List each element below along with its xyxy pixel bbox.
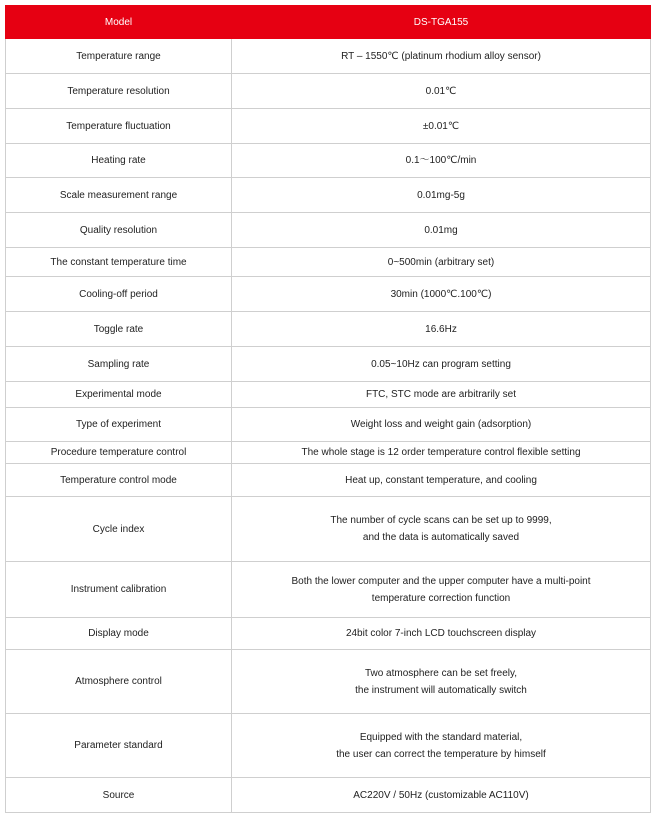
spec-label: Scale measurement range xyxy=(6,178,232,213)
table-header-row xyxy=(6,6,651,39)
spec-value xyxy=(232,618,651,650)
table-row xyxy=(6,382,651,408)
spec-label: Temperature fluctuation xyxy=(6,109,232,144)
spec-value-line: 0.1～100℃/min xyxy=(405,155,477,166)
table-row xyxy=(6,347,651,382)
table-row xyxy=(6,109,651,144)
spec-label: Display mode xyxy=(6,618,232,650)
spec-value xyxy=(232,464,651,497)
spec-value xyxy=(232,497,651,562)
spec-value-line: Heat up, constant temperature, and cooling xyxy=(345,474,537,486)
spec-label: Source xyxy=(6,778,232,813)
spec-value-line: and the data is automatically saved xyxy=(362,532,520,543)
spec-label: Experimental mode xyxy=(6,382,232,408)
spec-label: Toggle rate xyxy=(6,312,232,347)
spec-value-line: the instrument will automatically switch xyxy=(355,684,527,696)
table-row xyxy=(6,248,651,277)
spec-label: Sampling rate xyxy=(6,347,232,382)
spec-value-line: 0.01℃ xyxy=(425,85,457,97)
spec-value xyxy=(232,74,651,109)
spec-value-line: 30min (1000℃.100℃) xyxy=(390,288,492,300)
spec-label: Parameter standard xyxy=(6,714,232,778)
spec-value xyxy=(232,562,651,618)
spec-value xyxy=(232,714,651,778)
spec-value xyxy=(232,650,651,714)
spec-label: Instrument calibration xyxy=(6,562,232,618)
table-body xyxy=(6,39,651,813)
spec-value-line: 0.05~10Hz can program setting xyxy=(371,358,511,370)
header-model-label: Model xyxy=(6,6,232,39)
spec-value-line: 0.01mg-5g xyxy=(417,189,465,201)
spec-label: Cooling-off period xyxy=(6,277,232,312)
table-row xyxy=(6,442,651,464)
spec-value xyxy=(232,408,651,442)
spec-value-line: Equipped with the standard material, xyxy=(359,731,523,743)
spec-value-line: temperature correction function xyxy=(371,592,511,604)
spec-table-container xyxy=(5,5,650,813)
spec-value-line: Both the lower computer and the upper computer have a multi-point xyxy=(291,575,591,587)
spec-value xyxy=(232,442,651,464)
table-row xyxy=(6,178,651,213)
table-row xyxy=(6,778,651,813)
table-row xyxy=(6,277,651,312)
spec-value xyxy=(232,277,651,312)
spec-value-line: Two atmosphere can be set freely, xyxy=(364,667,518,679)
spec-label: The constant temperature time xyxy=(6,248,232,277)
spec-label: Atmosphere control xyxy=(6,650,232,714)
table-row xyxy=(6,213,651,248)
spec-value xyxy=(232,382,651,408)
table-row xyxy=(6,562,651,618)
table-row xyxy=(6,464,651,497)
spec-label: Cycle index xyxy=(6,497,232,562)
spec-value-line: FTC, STC mode are arbitrarily set xyxy=(365,389,517,400)
table-row xyxy=(6,144,651,178)
spec-value-line: The whole stage is 12 order temperature control flexible setting xyxy=(301,447,581,458)
spec-value-line: 24bit color 7-inch LCD touchscreen display xyxy=(345,628,537,639)
table-row xyxy=(6,408,651,442)
spec-value xyxy=(232,178,651,213)
spec-value xyxy=(232,248,651,277)
spec-value xyxy=(232,144,651,178)
spec-value xyxy=(232,213,651,248)
spec-value xyxy=(232,39,651,74)
spec-label: Type of experiment xyxy=(6,408,232,442)
spec-value-line: 0~500min (arbitrary set) xyxy=(387,256,495,268)
spec-label: Temperature resolution xyxy=(6,74,232,109)
spec-value-line: 0.01mg xyxy=(424,224,458,236)
spec-label: Quality resolution xyxy=(6,213,232,248)
spec-value-line: Weight loss and weight gain (adsorption) xyxy=(350,419,532,430)
spec-value-line: the user can correct the temperature by himself xyxy=(336,748,546,760)
spec-value xyxy=(232,778,651,813)
table-row xyxy=(6,312,651,347)
spec-label: Procedure temperature control xyxy=(6,442,232,464)
table-row xyxy=(6,74,651,109)
table-row xyxy=(6,497,651,562)
table-row xyxy=(6,39,651,74)
table-row xyxy=(6,618,651,650)
table-row xyxy=(6,714,651,778)
spec-value xyxy=(232,109,651,144)
spec-value-line: ±0.01℃ xyxy=(422,120,460,132)
spec-value-line: AC220V / 50Hz (customizable AC110V) xyxy=(353,789,529,801)
table-row xyxy=(6,650,651,714)
spec-value-line: RT – 1550℃ (platinum rhodium alloy sensor) xyxy=(341,50,541,62)
spec-value-line: 16.6Hz xyxy=(425,323,457,335)
spec-value-line: The number of cycle scans can be set up to 9999, xyxy=(330,515,552,526)
spec-label: Temperature control mode xyxy=(6,464,232,497)
spec-value xyxy=(232,312,651,347)
spec-label: Heating rate xyxy=(6,144,232,178)
spec-value xyxy=(232,347,651,382)
header-model-value: DS-TGA155 xyxy=(232,6,651,39)
spec-table xyxy=(5,5,651,813)
spec-label: Temperature range xyxy=(6,39,232,74)
